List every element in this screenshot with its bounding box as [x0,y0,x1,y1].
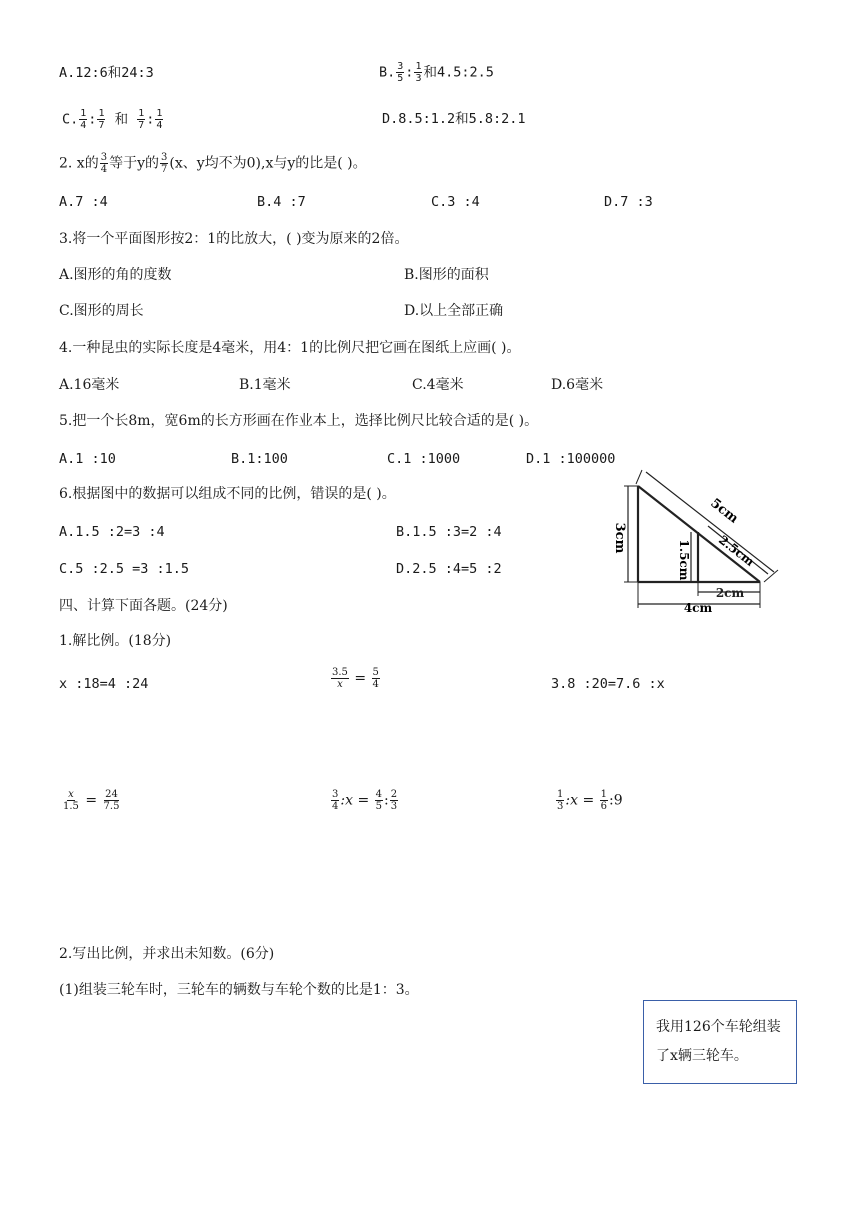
q2-option-b: B.4 :7 [257,194,306,210]
triangle-diagram [604,466,784,616]
q3-option-c: C.图形的周长 [59,303,144,319]
q2-option-c: C.3 :4 [431,194,480,210]
q5-stem: 5.把一个长8m，宽6m的长方形画在作业本上，选择比例尺比较合适的是( )。 [59,413,539,429]
equation-3: 3.8 :20=7.6 :x [551,676,665,692]
q5-option-a: A.1 :10 [59,451,116,467]
q2-option-a: A.7 :4 [59,194,108,210]
q5-option-d: D.1 :100000 [526,451,616,467]
q6-option-d: D.2.5 :4=5 :2 [396,561,502,577]
speech-box-text: 我用126个车轮组装了x辆三轮车。 [656,1019,781,1064]
q6-option-a: A.1.5 :2=3 :4 [59,524,165,540]
q4-option-b: B.1毫米 [239,377,291,393]
q3-option-d: D.以上全部正确 [404,303,504,319]
label-hyp: 5cm [707,495,741,527]
q4-option-a: A.16毫米 [59,377,120,393]
section4-title: 四、计算下面各题。(24分) [59,598,228,614]
problem-1: (1)组装三轮车时，三轮车的辆数与车轮个数的比是1：3。 [59,982,419,998]
q3-stem: 3.将一个平面图形按2：1的比放大，( )变为原来的2倍。 [59,231,409,247]
label-left: 3cm [612,522,627,554]
q1-option-a: A.12:6和24:3 [59,65,154,81]
q4-option-d: D.6毫米 [551,377,604,393]
q6-stem: 6.根据图中的数据可以组成不同的比例，错误的是( )。 [59,486,396,502]
q2-option-d: D.7 :3 [604,194,653,210]
q4-option-c: C.4毫米 [412,377,464,393]
q4-stem: 4.一种昆虫的实际长度是4毫米，用4：1的比例尺把它画在图纸上应画( )。 [59,340,521,356]
q5-option-b: B.1:100 [231,451,288,467]
equation-5: $\frac{3}{4}$ :x = $\frac{4}{5}$ : $\frac{2}{3}$ [332,789,398,812]
equation-2: $\frac{3.5}{x}$ = $\frac{5}{4}$ [332,667,379,690]
section4-sub1: 1.解比例。(18分) [59,633,172,649]
label-base-part: 2cm [715,586,745,600]
q3-option-b: B.图形的面积 [404,267,489,283]
label-mid: 1.5cm [677,539,691,581]
label-hyp-part: 2.5cm [716,532,757,569]
equation-1: x :18=4 :24 [59,676,149,692]
q1-option-c: C. $\frac{1}{4}$ : $\frac{1}{7}$ 和 $\frac{1}{7}$ : $\frac{1}{4}$ [62,108,163,131]
q1-option-b: B. $\frac{3}{5}$ : $\frac{1}{3}$ 和4.5:2.5 [379,61,494,84]
q6-option-c: C.5 :2.5 =3 :1.5 [59,561,190,577]
q1-option-d: D.8.5:1.2和5.8:2.1 [382,111,526,127]
section4-sub2: 2.写出比例，并求出未知数。(6分) [59,946,275,962]
q5-option-c: C.1 :1000 [387,451,461,467]
speech-box [643,1000,797,1084]
equation-6: $\frac{1}{3}$ :x = $\frac{1}{6}$ :9 [557,789,623,812]
q6-option-b: B.1.5 :3=2 :4 [396,524,502,540]
q2-stem: 2. x的 $\frac{3}{4}$ 等于y的 $\frac{3}{7}$ (x、y均不为0),x与y的比是( )。 [59,152,367,175]
label-base: 4cm [683,601,713,615]
equation-4: $\frac{x}{1.5}$ = $\frac{24}{7.5}$ [63,789,120,812]
q3-option-a: A.图形的角的度数 [59,267,172,283]
triangle-figure [604,466,784,616]
